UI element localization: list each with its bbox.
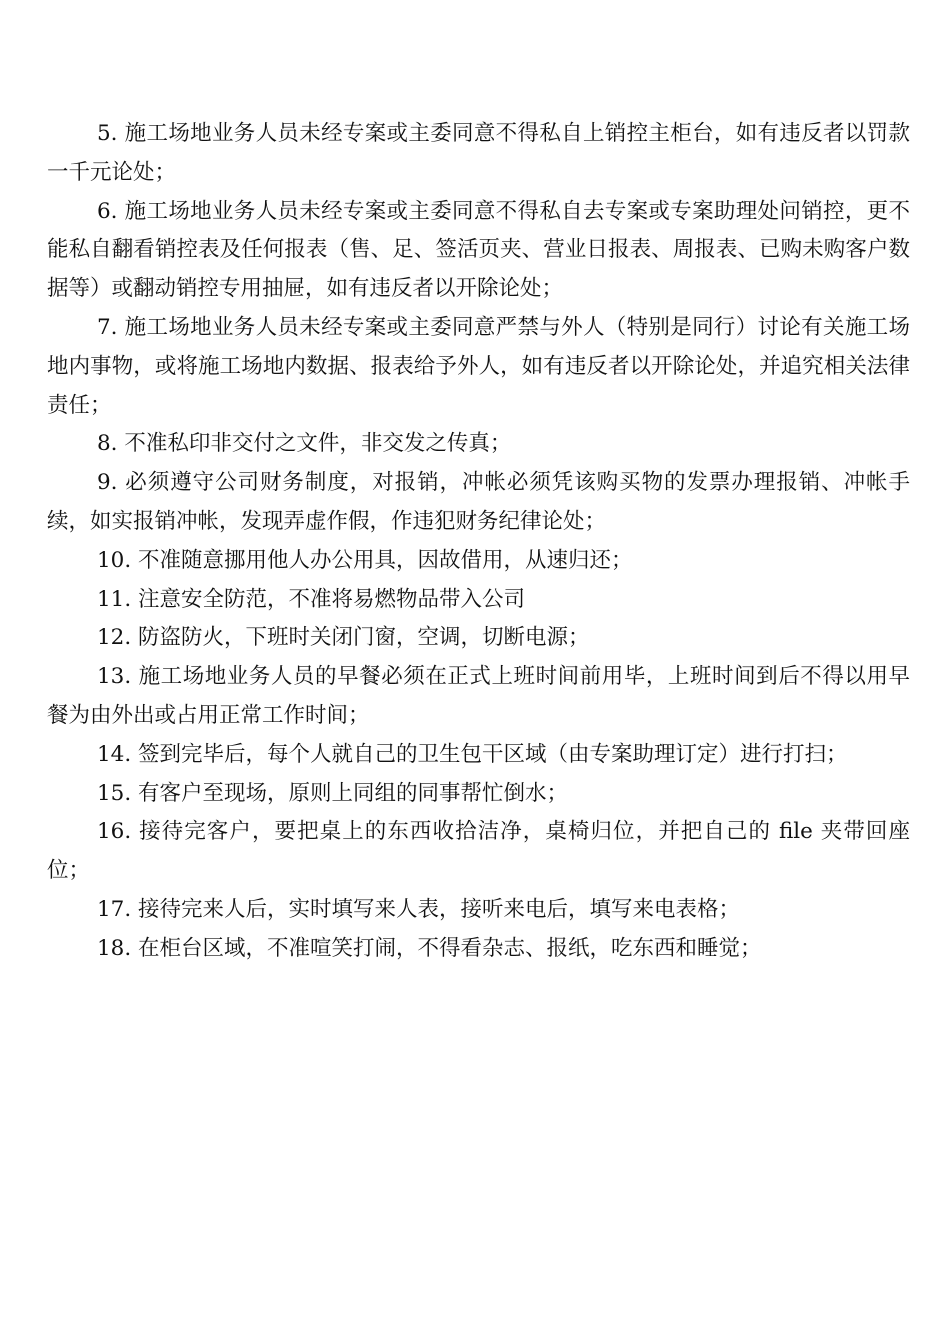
rule-paragraph-11: 11. 注意安全防范，不准将易燃物品带入公司 <box>97 586 526 612</box>
document-body <box>47 115 910 969</box>
rule-paragraph-8: 8. 不准私印非交付之文件，非交发之传真； <box>97 431 512 457</box>
rule-paragraph-16: 16. 接待完客户，要把桌上的东西收拾洁净，桌椅归位，并把自己的 file 夹带回座位； <box>47 819 910 884</box>
rule-paragraph-15: 15. 有客户至现场，原则上同组的同事帮忙倒水； <box>97 780 569 806</box>
rule-paragraph-18: 18. 在柜台区域，不准喧笑打闹，不得看杂志、报纸，吃东西和睡觉； <box>97 935 762 961</box>
rule-paragraph-7: 7. 施工场地业务人员未经专案或主委同意严禁与外人（特别是同行）讨论有关施工场地内事物，或将施工场地内数据、报表给予外人，如有违反者以开除论处，并追究相关法律责任； <box>47 314 910 418</box>
rule-paragraph-5: 5. 施工场地业务人员未经专案或主委同意不得私自上销控主柜台，如有违反者以罚款一千元论处； <box>47 121 910 185</box>
rule-paragraph-10: 10. 不准随意挪用他人办公用具，因故借用，从速归还； <box>97 547 633 573</box>
rule-paragraph-13: 13. 施工场地业务人员的早餐必须在正式上班时间前用毕，上班时间到后不得以用早餐为由外出或占用正常工作时间； <box>47 664 910 728</box>
rule-paragraph-9: 9. 必须遵守公司财务制度，对报销，冲帐必须凭该购买物的发票办理报销、冲帐手续，如实报销冲帐，发现弄虚作假，作违犯财务纪律论处； <box>47 470 910 534</box>
rule-paragraph-17: 17. 接待完来人后，实时填写来人表，接听来电后，填写来电表格； <box>97 896 741 922</box>
rule-paragraph-14: 14. 签到完毕后，每个人就自己的卫生包干区域（由专案助理订定）进行打扫； <box>97 741 848 767</box>
rule-paragraph-6: 6. 施工场地业务人员未经专案或主委同意不得私自去专案或专案助理处问销控，更不能私自翻看销控表及任何报表（售、足、签活页夹、营业日报表、周报表、已购未购客户数据等）或翻动销控专用抽屉，如有违反者以开除论处； <box>47 198 910 302</box>
rule-paragraph-12: 12. 防盗防火，下班时关闭门窗，空调，切断电源； <box>97 625 590 651</box>
